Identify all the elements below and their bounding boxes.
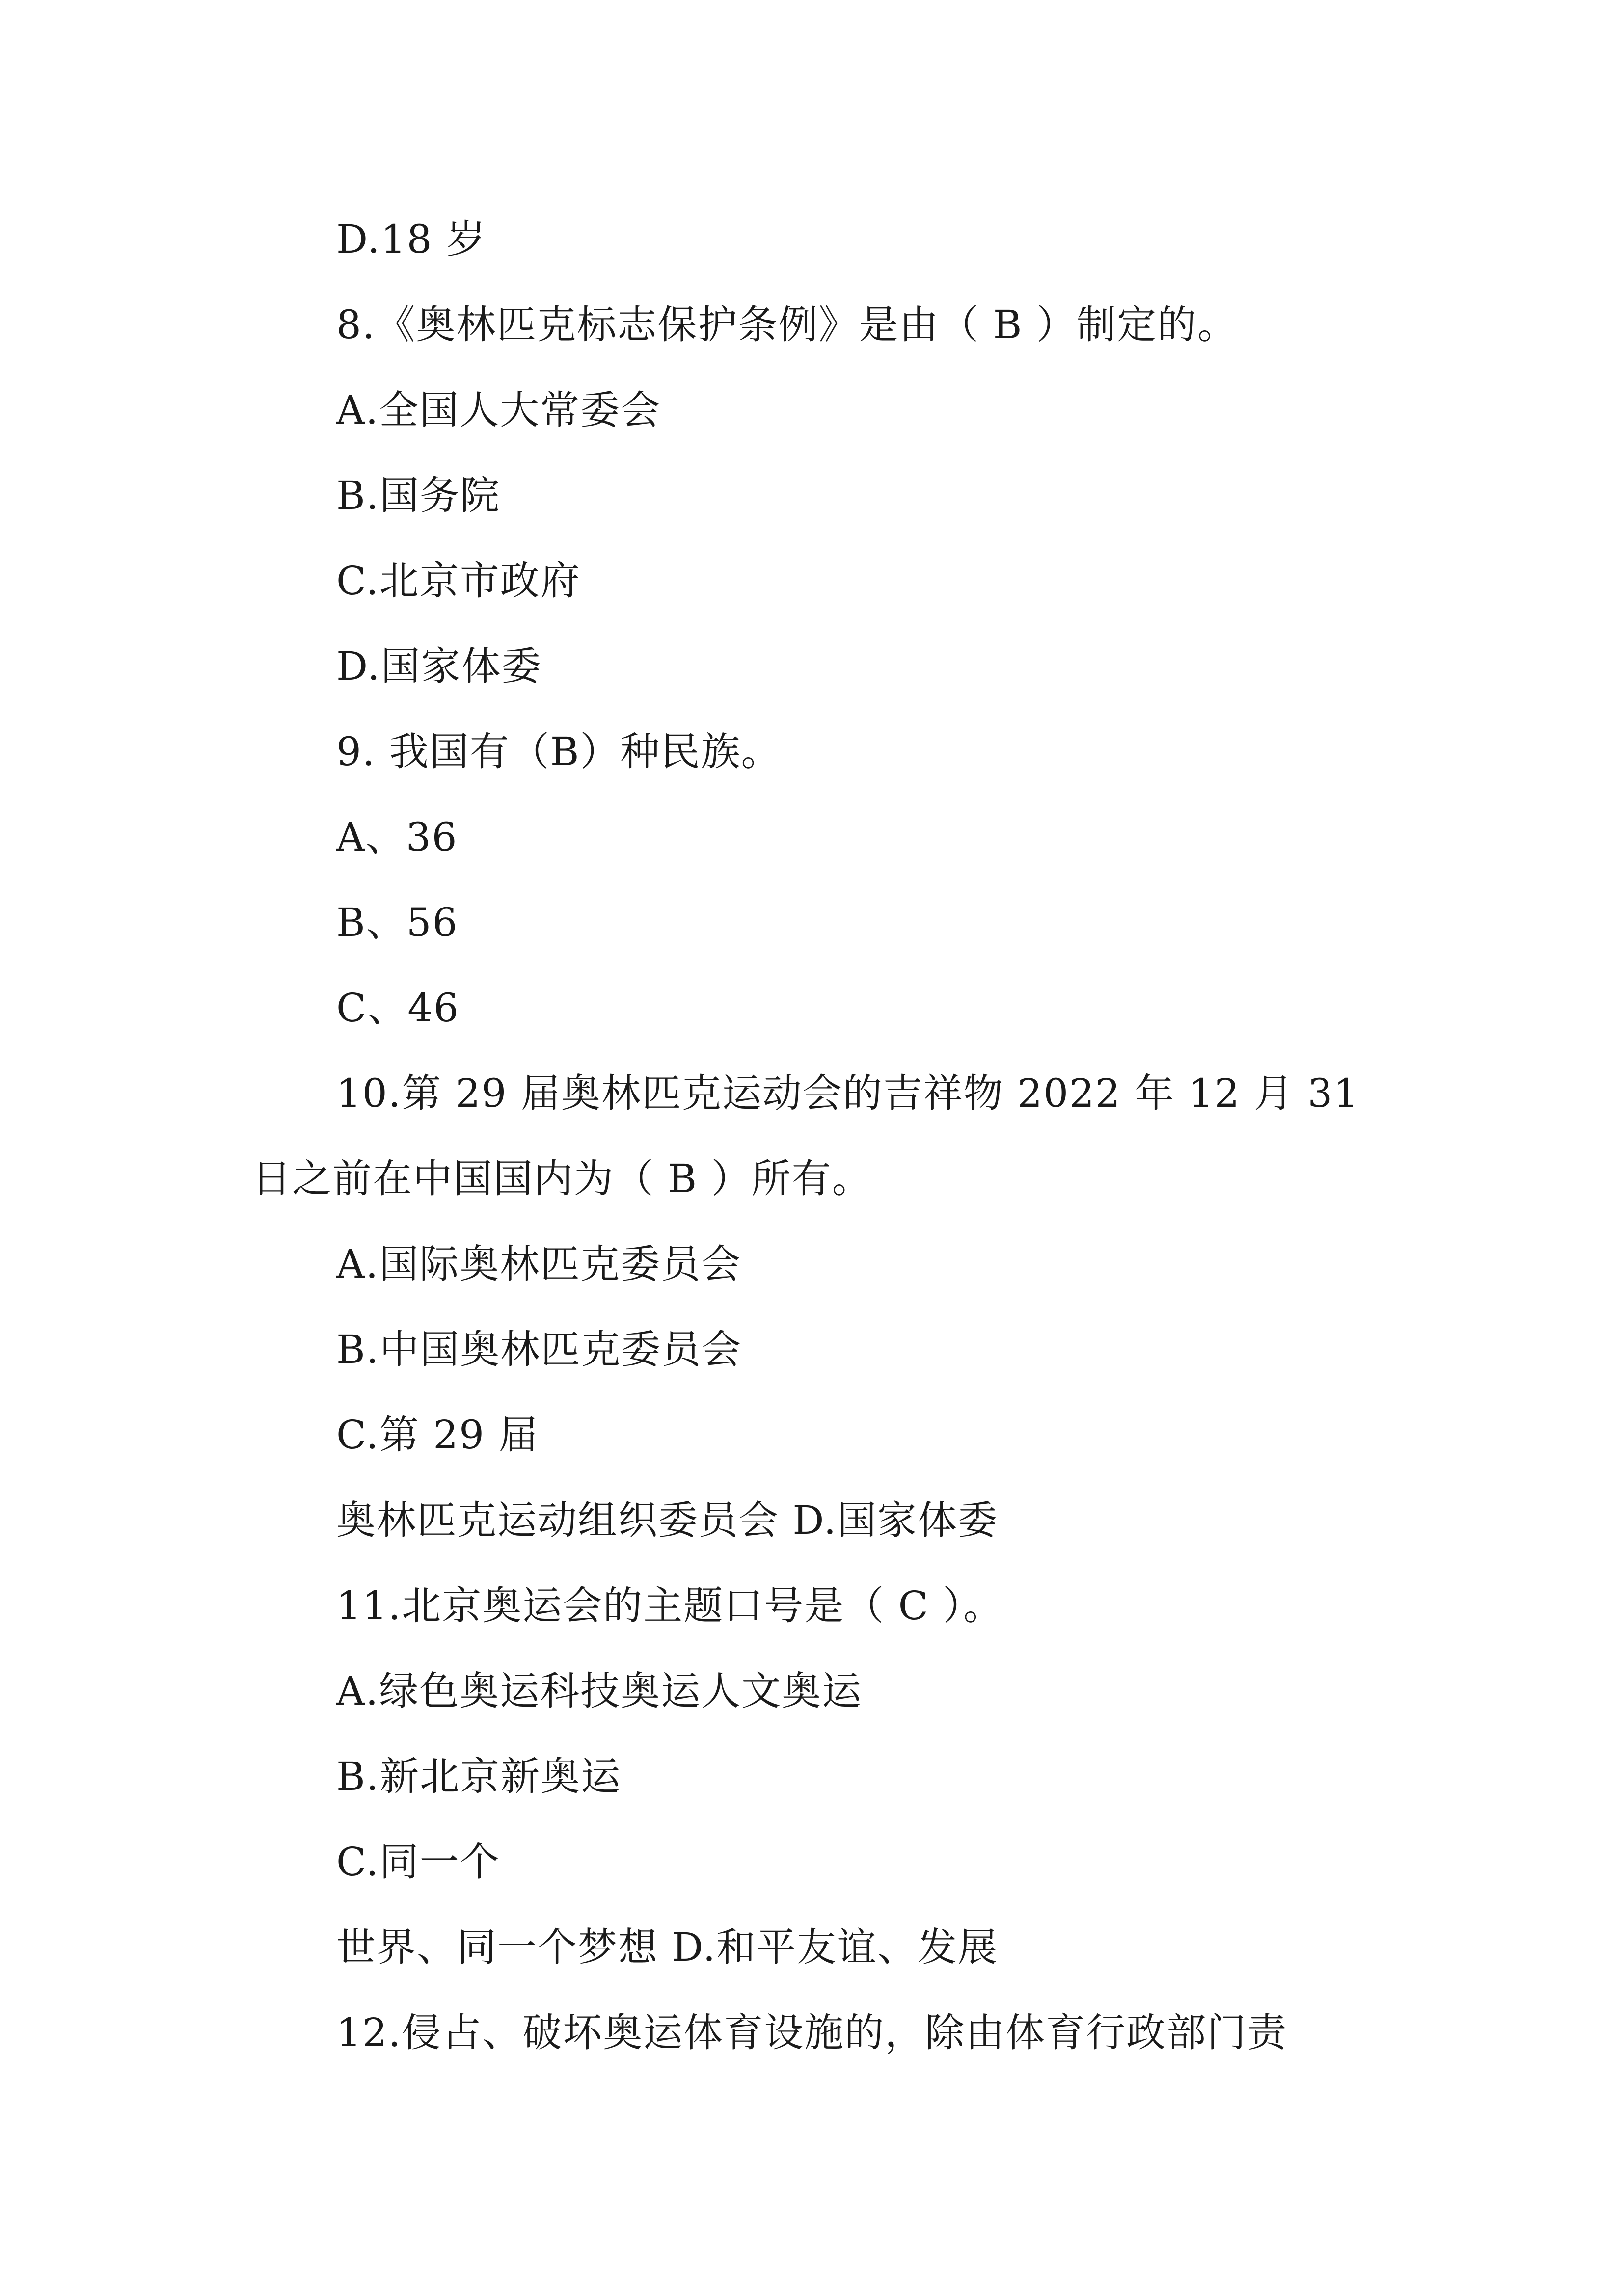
option-10-b: B.中国奥林匹克委员会 [336,1327,742,1372]
option-8-c: C.北京市政府 [336,558,581,604]
question-9: 9. 我国有（B）种民族。 [336,729,782,774]
option-11-a: A.绿色奥运科技奥运人文奥运 [336,1668,863,1714]
option-8-d: D.国家体委 [336,643,542,689]
text-line-d-18: D.18 岁 [336,216,487,262]
option-10-a: A.国际奥林匹克委员会 [336,1241,742,1287]
question-12: 12.侵占、破坏奥运体育设施的，除由体育行政部门责 [336,2010,1288,2056]
option-9-b: B、56 [336,900,459,945]
option-10-c: C.第 29 届 [336,1412,539,1458]
option-11-b: B.新北京新奥运 [336,1754,622,1799]
option-8-b: B.国务院 [336,473,501,518]
option-11-c-cont-d: 世界、同一个梦想 D.和平友谊、发展 [336,1924,999,1970]
option-9-a: A、36 [336,814,458,860]
question-8: 8.《奥林匹克标志保护条例》是由（ B ）制定的。 [336,302,1238,347]
option-9-c: C、46 [336,985,460,1031]
question-11: 11.北京奥运会的主题口号是（ C ）。 [336,1583,1004,1629]
option-10-c-cont-d: 奥林匹克运动组织委员会 D.国家体委 [336,1497,999,1543]
question-10-line-1: 10.第 29 届奥林匹克运动会的吉祥物 2022 年 12 月 31 [336,1070,1360,1116]
option-8-a: A.全国人大常委会 [336,387,661,433]
option-11-c: C.同一个 [336,1839,500,1885]
question-10-line-2: 日之前在中国国内为（ B ）所有。 [252,1156,872,1201]
